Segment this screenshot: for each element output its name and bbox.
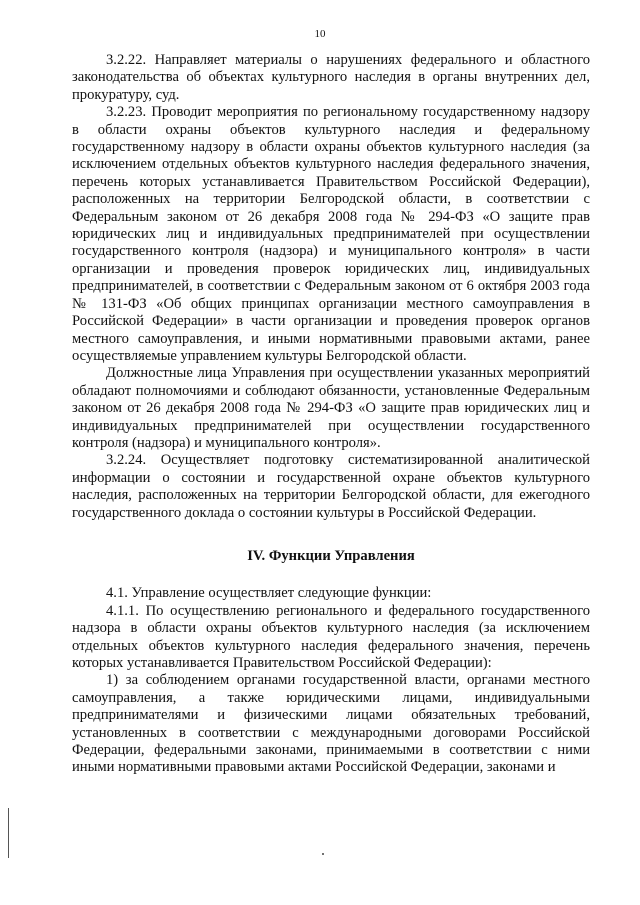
margin-scan-mark (8, 808, 9, 858)
paragraph-item-1: 1) за соблюдением органами государственной власти, органами местного самоуправления, а также юридическими лицами, индивидуальными предпринимателями и физическими лицами обязательных требований, установленных в соответствии с международными договорами Российской Федерации, федеральными законами, принимаемыми в соответствии с ними иными нормативными правовыми актами Российской Федерации, законами и (72, 672, 590, 776)
paragraph-3-2-23: 3.2.23. Проводит мероприятия по региональному государственному надзору в области охраны объектов культурного наследия и федеральному государственному надзору в области охраны объектов культурного наследия (за исключением отдельных объектов культурного наследия федерального значения, перечень которых устанавливается Правительством Российской Федерации), расположенных на территории Белгородской области, в соответствии с Федеральным законом от 26 декабря 2008 года № 294-ФЗ «О защите прав юридических лиц и индивидуальных предпринимателей при осуществлении государственного контроля (надзора) и муниципального контроля» в части организации и проведения проверок юридических лиц, индивидуальных предпринимателей, в соответствии с Федеральным законом от 6 октября 2003 года № 131-ФЗ «Об общих принципах организации местного самоуправления в Российской Федерации» в части организации и проведения проверок органов местного самоуправления, и иными нормативными правовыми актами, ранее осуществляемые управлением культуры Белгородской области. (72, 104, 590, 364)
paragraph-3-2-24: 3.2.24. Осуществляет подготовку систематизированной аналитической информации о состоянии и государственной охране объектов культурного наследия, расположенных на территории Белгородской области, для ежегодного государственного доклада о состоянии культуры в Российской Федерации. (72, 452, 590, 521)
paragraph-4-1: 4.1. Управление осуществляет следующие функции: (106, 585, 432, 602)
paragraph-4-1-1: 4.1.1. По осуществлению регионального и федерального государственного надзора в области охраны объектов культурного наследия (за исключением отдельных объектов культурного наследия федерального значения, перечень которых устанавливается Правительством Российской Федерации): (72, 602, 590, 671)
page-number: 10 (314, 28, 326, 40)
paragraph-3-2-22: 3.2.22. Направляет материалы о нарушениях федерального и областного законодательства об объектах культурного наследия в органы внутренних дел, прокуратуру, суд. (72, 52, 590, 103)
section-heading: IV. Функции Управления (247, 547, 415, 564)
document-body (72, 52, 590, 777)
scan-speck (322, 853, 324, 855)
paragraph-officials: Должностные лица Управления при осуществлении указанных мероприятий обладают полномочиями и соблюдают обязанности, установленные Федеральным законом от 26 декабря 2008 года № 294-ФЗ «О защите прав юридических лиц и индивидуальных предпринимателей при осуществлении государственного контроля (надзора) и муниципального контроля». (72, 365, 590, 451)
